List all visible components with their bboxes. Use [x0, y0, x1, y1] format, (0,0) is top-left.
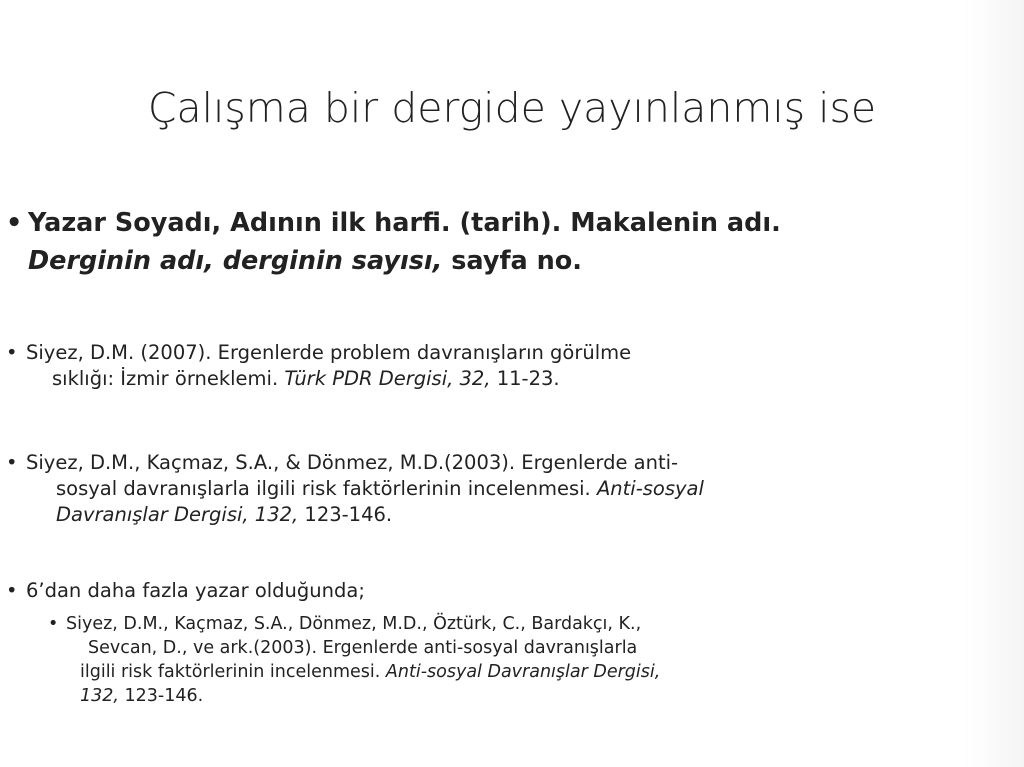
slide-title: Çalışma bir dergide yayınlanmış ise — [147, 84, 877, 132]
bullet-dot: • — [6, 341, 18, 364]
example-2-bullet — [6, 450, 704, 528]
example-2-line-3: Davranışlar Dergisi, 132, 123-146. — [56, 503, 393, 526]
example-2-line-1: Siyez, D.M., Kaçmaz, S.A., & Dönmez, M.D.(2003). Ergenlerde anti- — [26, 451, 679, 474]
bullet-dot: • — [6, 451, 18, 474]
example-1-line-1: Siyez, D.M. (2007). Ergenlerde problem davranışların görülme — [26, 341, 632, 364]
bullet-dot: • — [6, 208, 23, 238]
example-3-line-2: Sevcan, D., ve ark.(2003). Ergenlerde anti-sosyal davranışlarla — [88, 638, 638, 658]
more-authors-bullet — [6, 578, 365, 604]
example-3-line-3: ilgili risk faktörlerinin incelenmesi. Anti-sosyal Davranışlar Dergisi, — [80, 662, 661, 682]
example-3-bullet — [48, 612, 660, 708]
example-1-bullet — [6, 340, 631, 392]
bullet-dot: • — [6, 579, 18, 602]
example-2-line-2: sosyal davranışlarla ilgili risk faktörlerinin incelenmesi. Anti-sosyal — [56, 477, 704, 500]
format-line-1: Yazar Soyadı, Adının ilk harfi. (tarih). Makalenin adı. — [28, 208, 781, 238]
format-line-2: Derginin adı, derginin sayısı, sayfa no. — [28, 246, 582, 276]
example-1-line-2: sıklığı: İzmir örneklemi. Türk PDR Dergisi, 32, 11-23. — [52, 367, 560, 390]
example-3-line-4: 132, 123-146. — [80, 686, 204, 706]
bullet-dot: • — [48, 614, 59, 634]
more-authors-text: 6’dan daha fazla yazar olduğunda; — [26, 579, 365, 602]
format-bullet — [6, 204, 781, 280]
example-3-line-1: Siyez, D.M., Kaçmaz, S.A., Dönmez, M.D., Öztürk, C., Bardakçı, K., — [66, 614, 642, 634]
